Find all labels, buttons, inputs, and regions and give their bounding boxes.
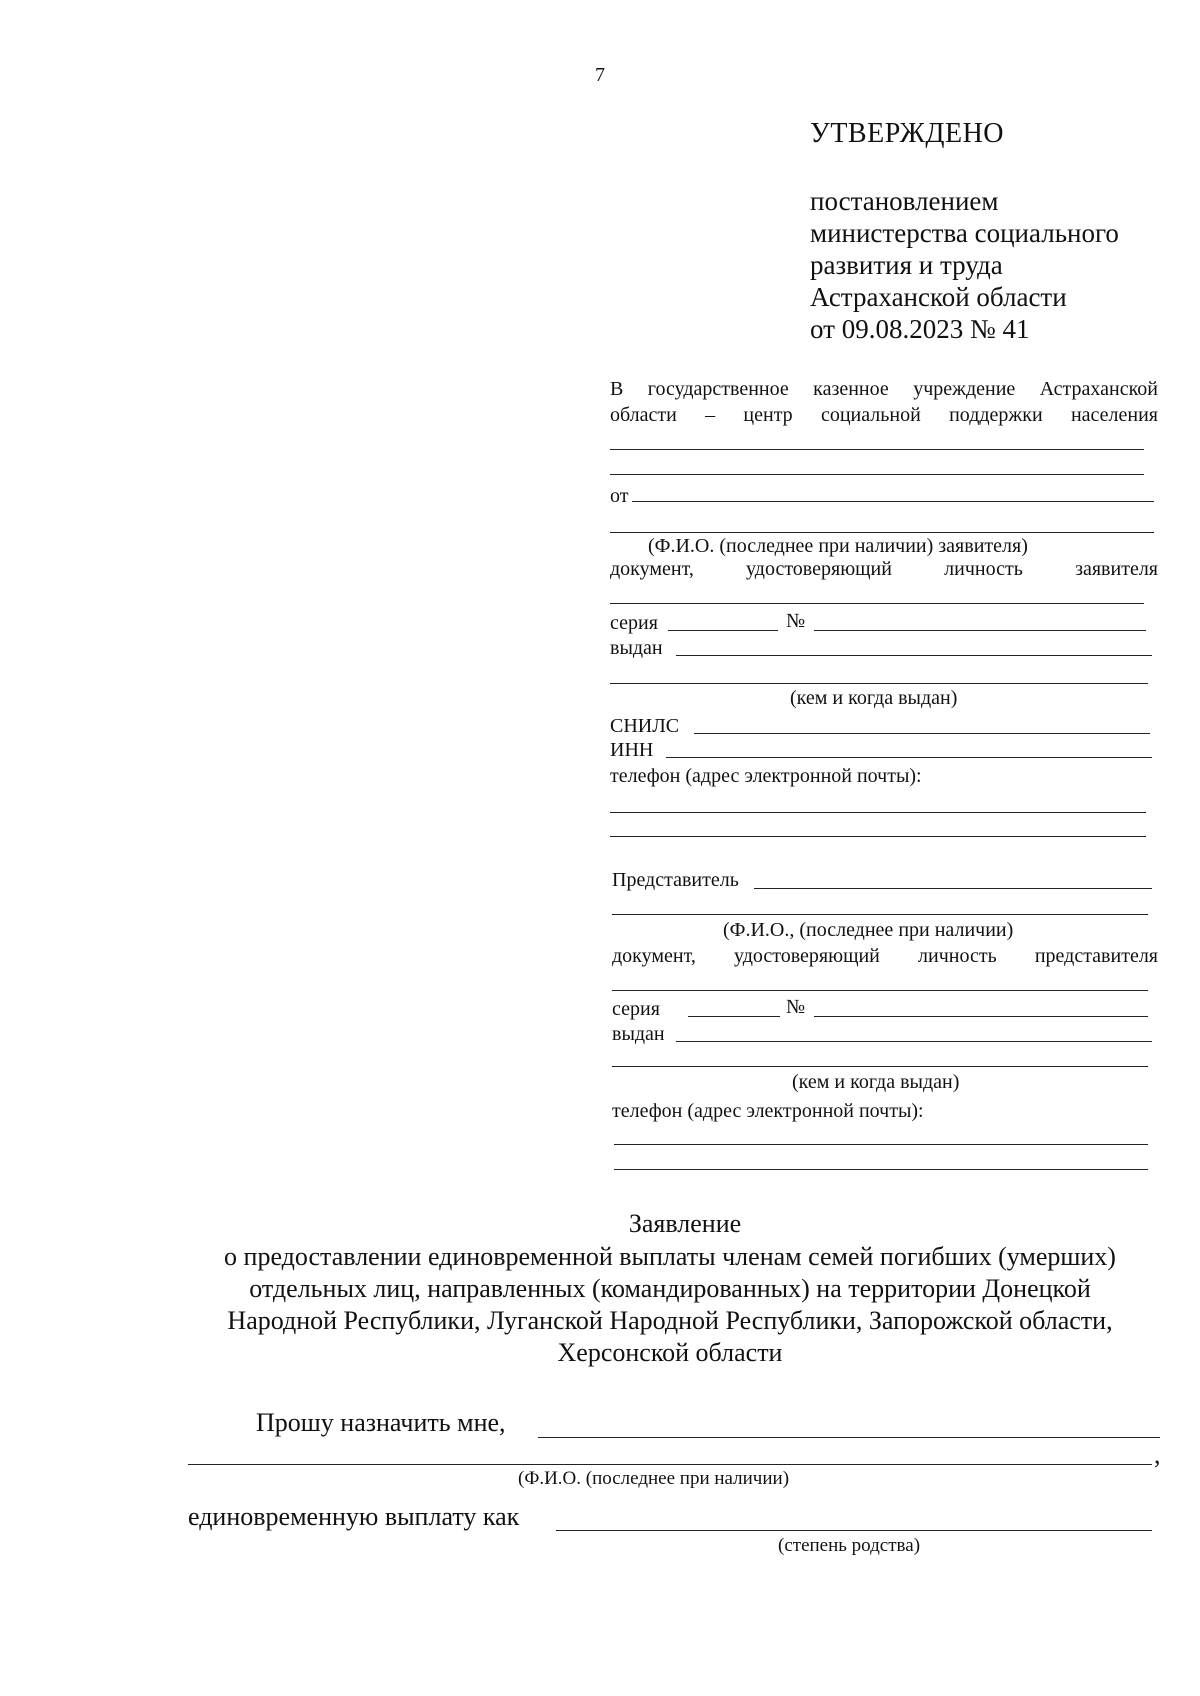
approval-line-4: Астраханской области [810, 282, 1067, 312]
applicant-issued-field-2[interactable] [610, 683, 1148, 684]
approval-line-3: развития и труда [810, 250, 1003, 280]
applicant-fio-caption: (Ф.И.О. (последнее при наличии) заявителя) [648, 535, 1028, 557]
statement-subtitle-line-4: Херсонской области [557, 1338, 783, 1367]
request-label: Прошу назначить мне, [256, 1408, 506, 1437]
inn-field[interactable] [666, 757, 1152, 758]
payment-label: единовременную выплату как [188, 1502, 520, 1531]
page-number: 7 [595, 64, 605, 86]
representative-issued-caption: (кем и когда выдан) [792, 1071, 960, 1093]
statement-title: Заявление [628, 1209, 742, 1238]
representative-series-field[interactable] [688, 1016, 780, 1017]
addressee-line-1: В государственное казенное учреждение Астраханской [610, 378, 1158, 400]
applicant-issued-label: выдан [610, 637, 663, 659]
representative-number-label: № [786, 996, 806, 1018]
applicant-id-doc-field[interactable] [610, 603, 1144, 604]
inn-label: ИНН [610, 739, 654, 761]
representative-name-field-2[interactable] [612, 914, 1148, 915]
applicant-phone-label: телефон (адрес электронной почты): [610, 765, 922, 787]
applicant-phone-field-2[interactable] [610, 836, 1146, 837]
applicant-number-label: № [786, 610, 806, 632]
approval-line-2: министерства социального [810, 218, 1119, 248]
representative-phone-field[interactable] [614, 1144, 1148, 1145]
addressee-blank-line-2[interactable] [610, 474, 1144, 475]
representative-phone-field-2[interactable] [614, 1169, 1148, 1170]
applicant-issued-caption: (кем и когда выдан) [790, 687, 958, 709]
representative-label: Представитель [612, 869, 739, 891]
applicant-series-label: серия [610, 612, 658, 634]
applicant-id-doc-label: документ, удостоверяющий личность заявителя [610, 558, 1158, 580]
addressee-blank-line-1[interactable] [610, 449, 1144, 450]
representative-issued-field-2[interactable] [612, 1066, 1148, 1067]
representative-fio-caption: (Ф.И.О., (последнее при наличии) [723, 919, 1014, 941]
representative-phone-label: телефон (адрес электронной почты): [612, 1100, 924, 1122]
representative-series-label: серия [612, 998, 660, 1020]
snils-field[interactable] [694, 733, 1150, 734]
approval-line-5: от 09.08.2023 № 41 [810, 314, 1030, 344]
representative-id-doc-label: документ, удостоверяющий личность представителя [612, 945, 1158, 967]
request-name-field[interactable] [538, 1437, 1160, 1438]
from-label: от [610, 485, 629, 507]
applicant-number-field[interactable] [814, 630, 1146, 631]
request-fio-caption: (Ф.И.О. (последнее при наличии) [518, 1468, 790, 1489]
kinship-caption: (степень родства) [778, 1535, 921, 1556]
applicant-series-field[interactable] [668, 630, 778, 631]
applicant-phone-field[interactable] [610, 812, 1146, 813]
applicant-name-field[interactable] [632, 501, 1154, 502]
applicant-name-field-2[interactable] [610, 532, 1154, 533]
statement-subtitle-line-1: о предоставлении единовременной выплаты членам семей погибших (умерших) [224, 1242, 1116, 1271]
representative-issued-label: выдан [612, 1023, 665, 1045]
applicant-issued-field[interactable] [676, 655, 1152, 656]
addressee-line-2: области – центр социальной поддержки населения [610, 404, 1158, 426]
approval-title: УТВЕРЖДЕНО [810, 118, 1005, 149]
representative-id-doc-field[interactable] [612, 990, 1148, 991]
representative-issued-field[interactable] [676, 1041, 1152, 1042]
statement-subtitle-line-3: Народной Республики, Луганской Народной Республики, Запорожской области, [227, 1306, 1113, 1335]
approval-line-1: постановлением [810, 186, 999, 216]
snils-label: СНИЛС [610, 715, 680, 737]
representative-number-field[interactable] [814, 1016, 1148, 1017]
request-comma: , [1154, 1440, 1161, 1469]
kinship-field[interactable] [556, 1530, 1152, 1531]
representative-name-field[interactable] [754, 888, 1152, 889]
statement-subtitle-line-2: отдельных лиц, направленных (командированных) на территории Донецкой [249, 1274, 1091, 1303]
request-name-field-2[interactable] [188, 1464, 1152, 1465]
